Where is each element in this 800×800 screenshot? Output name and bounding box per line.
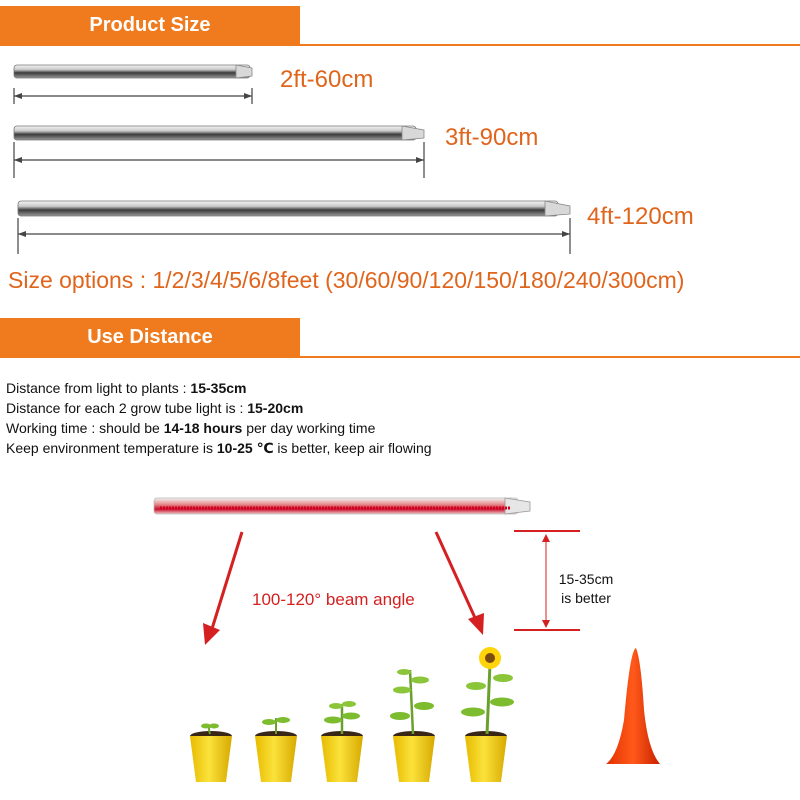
use-distance-banner — [0, 318, 300, 356]
distance-note: is better — [561, 590, 611, 606]
distance-label — [548, 570, 624, 608]
usage-info — [6, 378, 432, 458]
sunflower-head — [479, 647, 501, 669]
beam-angle-label: 100-120° beam angle — [252, 590, 415, 609]
size-options-text: Size options : 1/2/3/4/5/6/8feet (30/60/90/120/150/180/240/300cm) — [8, 267, 685, 293]
plant-pot-1 — [190, 724, 232, 783]
product-size-heading: Product Size — [89, 13, 211, 36]
use-distance-heading: Use Distance — [87, 325, 213, 348]
info-line-working-time: Working time : should be 14-18 hours per day working time — [6, 420, 376, 436]
info-line-temperature: Keep environment temperature is 10-25 ℃ is better, keep air flowing — [6, 440, 432, 456]
tube-2ft — [14, 65, 252, 104]
plant-pot-2 — [255, 717, 297, 782]
distance-value: 15-35cm — [558, 571, 614, 587]
beam-arrow-right — [436, 532, 484, 635]
plant-pot-5 — [461, 647, 514, 782]
tube-4ft — [18, 201, 570, 254]
tube-3ft — [14, 126, 424, 178]
plant-pot-3 — [321, 701, 363, 782]
tube-4ft-label: 4ft-120cm — [587, 203, 694, 230]
traffic-cone — [606, 648, 660, 764]
product-size-divider — [0, 44, 800, 46]
product-size-banner — [0, 6, 300, 44]
red-grow-tube — [154, 498, 530, 514]
tube-3ft-label: 3ft-90cm — [445, 124, 539, 151]
grow-light-illustration — [0, 480, 800, 800]
use-distance-divider — [0, 356, 800, 358]
info-line-distance-plants: Distance from light to plants : 15-35cm — [6, 380, 247, 396]
tube-2ft-label: 2ft-60cm — [280, 66, 374, 93]
info-line-distance-tubes: Distance for each 2 grow tube light is : 15-20cm — [6, 400, 304, 416]
plant-pot-4 — [390, 669, 435, 782]
beam-arrow-left — [203, 532, 242, 645]
